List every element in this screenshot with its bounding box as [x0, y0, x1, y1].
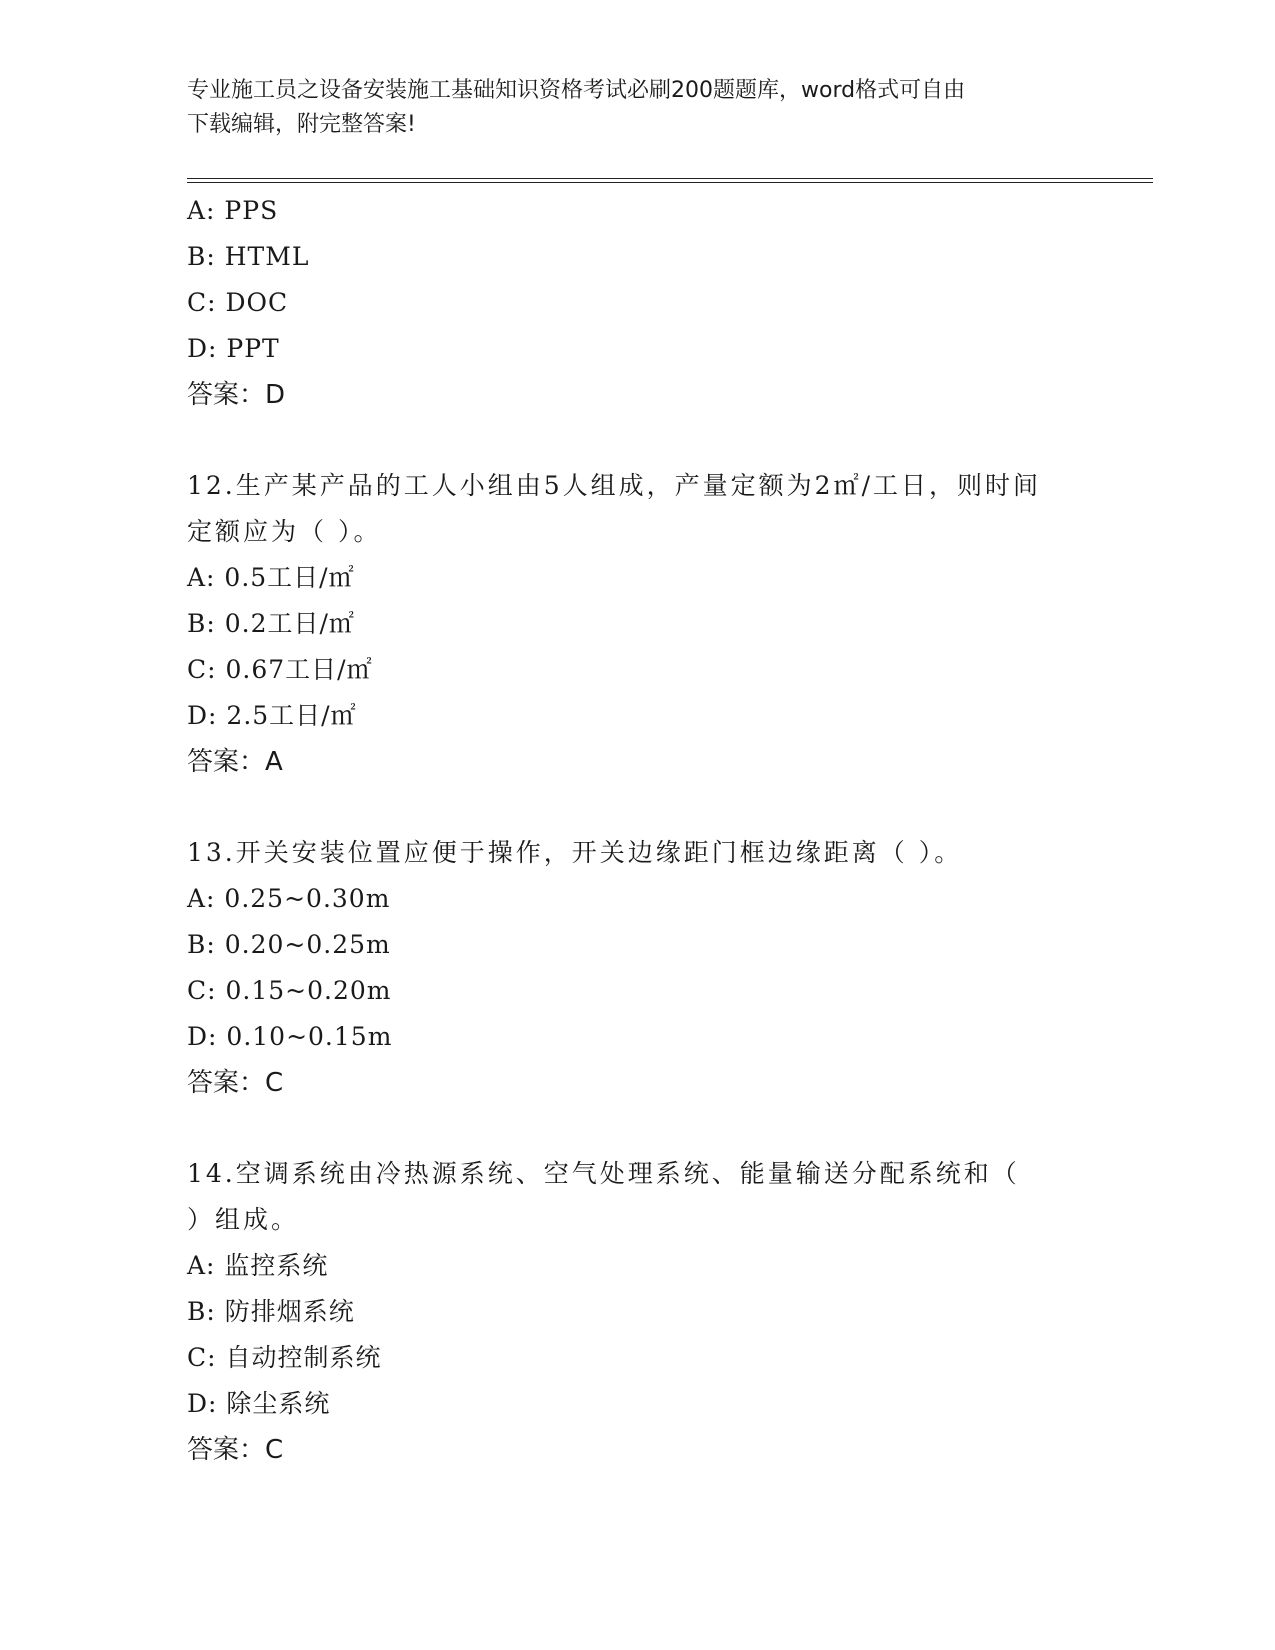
option-a: A: PPS	[187, 196, 279, 225]
option-c: C: DOC	[187, 288, 289, 317]
question-stem	[187, 1151, 1087, 1243]
question-stem-line: 定额应为（ ）。	[187, 517, 382, 546]
option-d: D: 除尘系统	[187, 1389, 331, 1418]
question-list	[187, 188, 1087, 1473]
option-c: C: 自动控制系统	[187, 1343, 382, 1372]
option-c: C: 0.67工日/㎡	[187, 655, 373, 684]
question-stem-line: 14.空调系统由冷热源系统、空气处理系统、能量输送分配系统和（	[187, 1159, 1020, 1188]
option-b: B: 防排烟系统	[187, 1297, 355, 1326]
question-block	[187, 188, 1087, 418]
option-d: D: 2.5工日/㎡	[187, 701, 357, 730]
question-block	[187, 1151, 1087, 1473]
option-a: A: 0.5工日/㎡	[187, 563, 355, 592]
answer-line: 答案：C	[187, 1068, 284, 1098]
header-divider-bottom	[187, 182, 1153, 183]
question-stem-line: ）组成。	[187, 1205, 300, 1234]
answer-line: 答案：C	[187, 1435, 284, 1465]
question-stem-line: 13.开关安装位置应便于操作，开关边缘距门框边缘距离（ ）。	[187, 838, 963, 867]
option-d: D: 0.10~0.15m	[187, 1022, 393, 1051]
option-b: B: HTML	[187, 242, 310, 271]
header-title-line-2: 下载编辑，附完整答案!	[187, 112, 416, 137]
spacer	[187, 1106, 1087, 1151]
answer-line: 答案：A	[187, 747, 283, 777]
option-a: A: 监控系统	[187, 1251, 329, 1280]
spacer	[187, 418, 1087, 463]
question-stem	[187, 830, 1087, 876]
question-block	[187, 463, 1087, 785]
option-c: C: 0.15~0.20m	[187, 976, 392, 1005]
option-d: D: PPT	[187, 334, 280, 363]
option-a: A: 0.25~0.30m	[187, 884, 391, 913]
question-block	[187, 830, 1087, 1106]
answer-line: 答案：D	[187, 380, 286, 410]
header-divider-top	[187, 178, 1153, 179]
question-stem	[187, 463, 1087, 555]
spacer	[187, 785, 1087, 830]
option-b: B: 0.20~0.25m	[187, 930, 391, 959]
document-header	[187, 74, 1067, 142]
option-b: B: 0.2工日/㎡	[187, 609, 355, 638]
header-title-line-1: 专业施工员之设备安装施工基础知识资格考试必刷200题题库，word格式可自由	[187, 78, 966, 103]
question-stem-line: 12.生产某产品的工人小组由5人组成，产量定额为2㎡/工日，则时间	[187, 471, 1041, 500]
